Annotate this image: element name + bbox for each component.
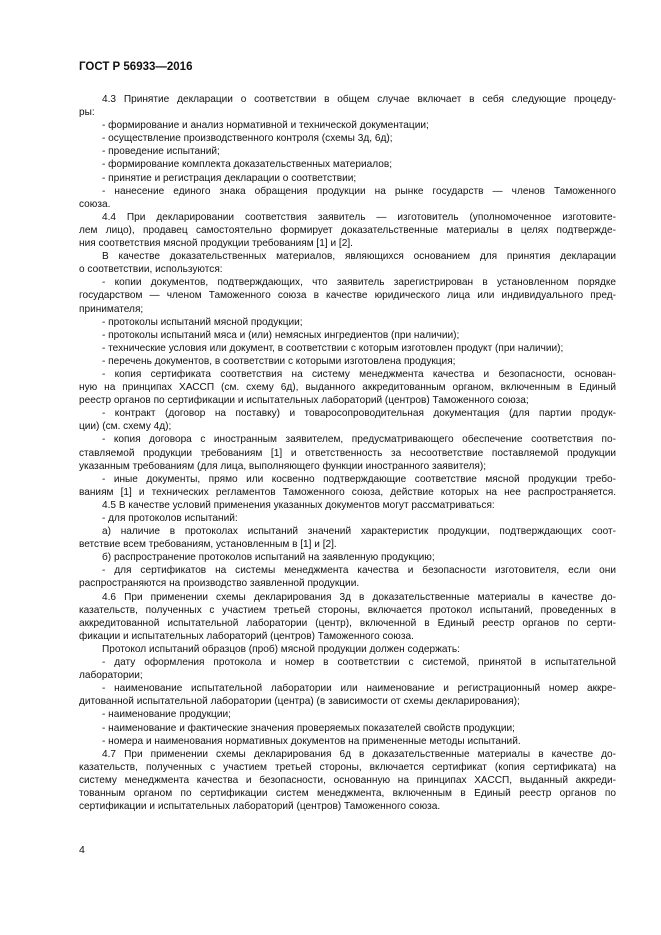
text-line: 4.4 При декларировании соответствия заявитель — изготовитель (уполномоченное изготовите- (102, 211, 616, 223)
text-line: ваниям [1] и технических регламентов Таможенного союза, действие которых на нее распространяется. (79, 486, 616, 498)
text-line: - формирование комплекта доказательственных материалов; (102, 159, 392, 171)
text-line: В качестве доказательственных материалов, являющихся основанием для принятия декларации (102, 251, 616, 263)
text-line: - проведение испытаний; (102, 146, 220, 158)
text-line: распространяются на производство заявленной продукции. (79, 578, 360, 590)
text-line: - для протоколов испытаний: (102, 513, 238, 524)
text-line: - дату оформления протокола и номер в соответствии с системой, принятой в испытательной (102, 657, 616, 669)
text-line: союза. (79, 198, 111, 210)
text-line: - наименование продукции; (102, 709, 231, 721)
text-line: 4.3 Принятие декларации о соответствии в общем случае включает в себя следующие процеду- (102, 94, 616, 105)
text-line: систему менеджмента качества и безопасности, основанную на принципах ХАССП, выданный аккреди- (79, 774, 616, 786)
text-line: - принятие и регистрация декларации о соответствии; (102, 172, 357, 184)
text-line: б) распространение протоколов испытаний на заявленную продукцию; (102, 552, 435, 564)
text-line: ветствие всем требованиям, установленным в [1] и [2]. (79, 539, 337, 551)
text-line: лем лицо), продавец самостоятельно формирует доказательственные материалы в целях подтвержде- (79, 224, 616, 236)
text-line: Протокол испытаний образцов (проб) мясной продукции должен содержать: (102, 643, 460, 655)
text-line: 4.6 При применении схемы декларирования 3д в доказательственные материалы в качестве до- (102, 591, 616, 603)
text-line: ния соответствия мясной продукции требованиям [1] и [2]. (79, 238, 353, 250)
text-line: - копии документов, подтверждающих, что заявитель зарегистрирован в установленном порядке (102, 277, 616, 289)
text-line: - протоколы испытаний мясной продукции; (102, 316, 303, 328)
text-line: государством — членом Таможенного союза в качестве юридического лица или индивидуального пред- (79, 290, 616, 302)
text-line: - нанесение единого знака обращения продукции на рынке государств — членов Таможенного (102, 185, 616, 197)
text-line: а) наличие в протоколах испытаний значений характеристик продукции, подтверждающих соот- (102, 526, 616, 538)
document-body (79, 93, 616, 813)
text-line: о соответствии, используются: (79, 264, 223, 276)
text-line: тованным органом по сертификации систем менеджмента, включенным в Единый реестр органов по (79, 787, 616, 799)
text-line: реестр органов по сертификации и испытательных лабораторий (центров) Таможенного союза; (79, 395, 529, 407)
text-line: указанным требованиям (для лица, выполняющего функции иностранного заявителя); (79, 460, 487, 472)
text-line: - технические условия или документ, в соответствии с которым изготовлен продукт (при наличии); (102, 342, 564, 354)
text-line: 4.5 В качестве условий применения указанных документов могут рассматриваться: (102, 499, 495, 511)
text-line: лаборатории; (79, 670, 143, 682)
text-line: ции) (см. схему 4д); (79, 421, 172, 433)
text-line: 4.7 При применении схемы декларирования 6д в доказательственные материалы в качестве до- (102, 748, 616, 760)
document-header: ГОСТ Р 56933—2016 (79, 61, 193, 73)
text-line: - иные документы, прямо или косвенно подтверждающие соответствие мясной продукции требо- (102, 473, 616, 485)
text-line: - формирование и анализ нормативной и технической документации; (102, 120, 429, 132)
text-line: - контракт (договор на поставку) и товаросопроводительная документация (для партии продук- (102, 408, 616, 420)
text-line: - перечень документов, в соответствии с которыми изготовлена продукция; (102, 355, 456, 367)
text-line: ры: (79, 107, 95, 119)
text-line: - для сертификатов на системы менеджмента качества и безопасности изготовителя, если они (102, 565, 616, 577)
text-line: аккредитованной испытательной лаборатории (центр), включенной в Единый реестр органов по серти- (79, 617, 616, 629)
text-line: - номера и наименования нормативных документов на примененные методы испытаний. (102, 735, 521, 747)
text-line: - наименование и фактические значения проверяемых показателей свойств продукции; (102, 722, 515, 734)
page-number: 4 (79, 844, 85, 856)
text-line: фикации и испытательных лабораторий (центров) Таможенного союза. (79, 630, 414, 642)
text-line: казательств, полученных с участием третьей стороны, включается протокол испытаний, проведенных в (79, 604, 616, 616)
text-line: - копия договора с иностранным заявителем, предусматривающего обеспечение соответствия по- (102, 434, 616, 446)
text-line: - копия сертификата соответствия на систему менеджмента качества и безопасности, основан- (102, 368, 616, 380)
text-line: ную на принципах ХАССП (см. схему 6д), выданного аккредитованным органом, включенным в Единый (79, 382, 616, 394)
text-line: принимателя; (79, 303, 144, 315)
text-line: казательств, полученных с участием третьей стороны, включается сертификат (копия сертификата) на (79, 761, 616, 773)
text-line: сертификации и испытательных лабораторий (центров) Таможенного союза. (79, 801, 441, 813)
text-line: - наименование испытательной лаборатории или наименование и регистрационный номер аккре- (102, 683, 616, 695)
text-line: - протоколы испытаний мяса и (или) немясных ингредиентов (при наличии); (102, 329, 460, 341)
text-line: - осуществление производственного контроля (схемы 3д, 6д); (102, 133, 393, 145)
text-line: дитованной испытательной лаборатории (центра) (в зависимости от схемы декларирования); (79, 696, 520, 708)
text-line: ставляемой продукции требованиям [1] и ответственность за несоответствие поставляемой продукции (79, 447, 616, 459)
